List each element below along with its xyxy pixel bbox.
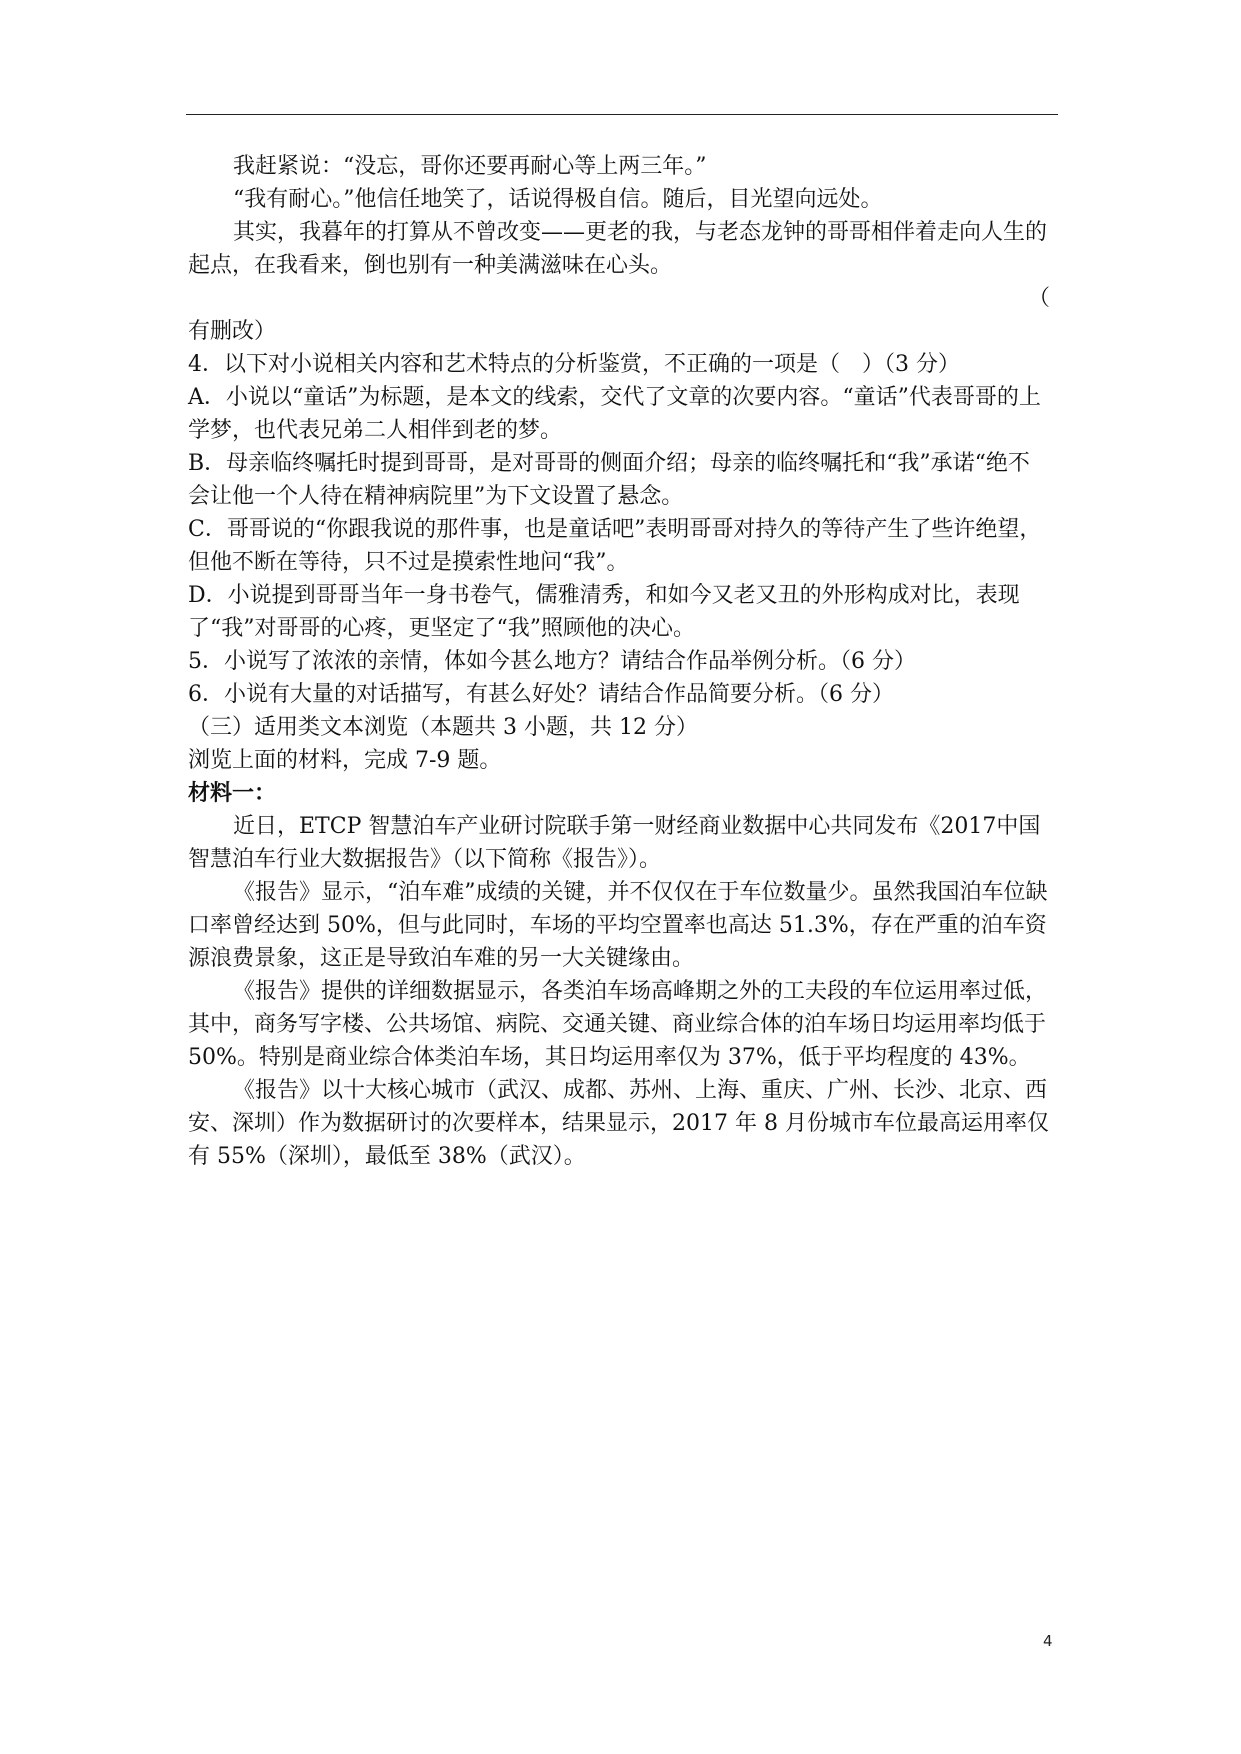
story-paragraph-1: 我赶紧说：“没忘，哥你还要再耐心等上两三年。” xyxy=(233,154,707,179)
material-paragraph-2: 《报告》显示，“泊车难”成绩的关键，并不仅仅在于车位数量少。虽然我国泊车位缺口率曾经达到 50%，但与此同时，车场的平均空置率也高达 51.3%，存在严重的泊车资源浪费景象，这正是导致泊车难的另一大关键缘由。 xyxy=(188,880,1048,971)
option-c: C．哥哥说的“你跟我说的那件事，也是童话吧”表明哥哥对持久的等待产生了些许绝望，但他不断在等待，只不过是摸索性地问“我”。 xyxy=(188,517,1042,575)
edited-note-paren: （ xyxy=(1027,286,1050,311)
question-5: 5．小说写了浓浓的亲情，体如今甚么地方？请结合作品举例分析。（6 分） xyxy=(188,649,916,674)
story-paragraph-3: 其实，我暮年的打算从不曾改变——更老的我，与老态龙钟的哥哥相伴着走向人生的起点，在我看来，倒也别有一种美满滋味在心头。 xyxy=(188,220,1048,278)
question-6: 6．小说有大量的对话描写，有甚么好处？请结合作品简要分析。（6 分） xyxy=(188,682,894,707)
story-paragraph-2: “我有耐心。”他信任地笑了，话说得极自信。随后，目光望向远处。 xyxy=(233,187,883,212)
material-title: 材料一： xyxy=(188,780,277,806)
material-paragraph-1: 近日，ETCP 智慧泊车产业研讨院联手第一财经商业数据中心共同发布《2017中国智慧泊车行业大数据报告》（以下简称《报告》）。 xyxy=(188,814,1041,872)
edited-note: 有删改） xyxy=(188,319,277,344)
section-instruction: 浏览上面的材料，完成 7-9 题。 xyxy=(188,748,502,773)
material-paragraph-4: 《报告》以十大核心城市（武汉、成都、苏州、上海、重庆、广州、长沙、北京、西安、深圳）作为数据研讨的次要样本，结果显示，2017 年 8 月份城市车位最高运用率仅有 55%（深圳），最低至 38%（武汉）。 xyxy=(188,1078,1049,1169)
document-body xyxy=(188,150,1058,1173)
option-d: D．小说提到哥哥当年一身书卷气，儒雅清秀，和如今又老又丑的外形构成对比，表现了“我”对哥哥的心疼，更坚定了“我”照顾他的决心。 xyxy=(188,583,1020,641)
option-b: B．母亲临终嘱托时提到哥哥，是对哥哥的侧面介绍；母亲的临终嘱托和“我”承诺“绝不 会让他一个人待在精神病院里”为下文设置了悬念。 xyxy=(188,451,1030,509)
page-number: 4 xyxy=(1043,1632,1053,1650)
header-rule xyxy=(186,114,1058,115)
section-heading: （三）适用类文本浏览（本题共 3 小题，共 12 分） xyxy=(188,715,698,740)
material-paragraph-3: 《报告》提供的详细数据显示，各类泊车场高峰期之外的工夫段的车位运用率过低，其中，商务写字楼、公共场馆、病院、交通关键、商业综合体的泊车场日均运用率均低于 50%。特别是商业综合体类泊车场，其日均运用率仅为 37%，低于平均程度的 43%。 xyxy=(188,979,1048,1070)
question-4: 4．以下对小说相关内容和艺术特点的分析鉴赏，不正确的一项是（ ）（3 分） xyxy=(188,352,960,377)
option-a: A．小说以“童话”为标题，是本文的线索，交代了文章的次要内容。“童话”代表哥哥的上学梦，也代表兄弟二人相伴到老的梦。 xyxy=(188,385,1041,443)
